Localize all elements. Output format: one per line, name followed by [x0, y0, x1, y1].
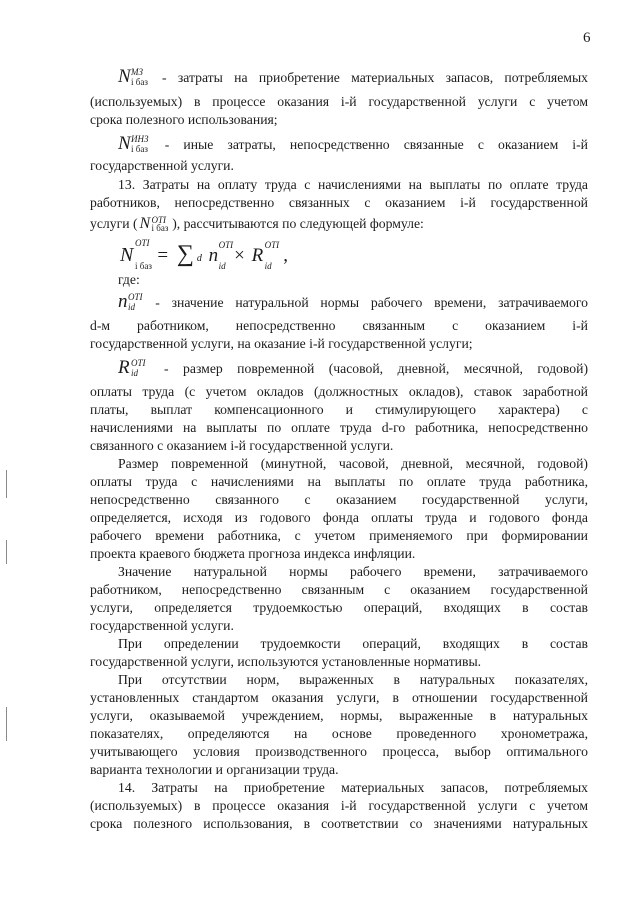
text-line: n OTI id - значение натуральной нормы рабочего времени, затрачиваемого	[118, 291, 588, 312]
text-line: R OTI id - размер повременной (часовой, дневной, месячной, годовой)	[118, 357, 588, 378]
text-line: установленных стандартом оказания услуги, в отношении государственной	[90, 690, 588, 705]
text-line: учитывающего условия производственного процесса, выбор оптимального	[90, 744, 588, 759]
text-line: платы, выплат компенсационного и стимулирующего характера) с	[90, 402, 588, 417]
text-line: показателях, определяются на основе проведенного хронометража,	[90, 726, 588, 741]
margin-mark	[6, 540, 7, 564]
text-line: услуги ( N OTI i баз ), рассчитываются по следующей формуле:	[90, 215, 424, 233]
text-line: работников, непосредственно связанных с оказанием i-й государственной	[90, 195, 588, 210]
text-line: Значение натуральной нормы рабочего времени, затрачиваемого	[118, 564, 588, 579]
text-line: услуги, определяется трудоемкостью операций, входящих в состав	[90, 600, 588, 615]
symbol-n-oti-inline: N OTI i баз	[139, 215, 169, 233]
formula-r: R OTI id	[251, 240, 280, 271]
symbol-n-inz: N ИНЗ i баз	[118, 133, 149, 154]
text-line: (используемых) в процессе оказания i-й государственной услуги с учетом	[90, 94, 588, 109]
text-line: государственной услуги, на оказание i-й государственной услуги;	[90, 336, 473, 351]
text-line: d-м работником, непосредственно связанным с оказанием i-й	[90, 318, 588, 333]
text-line: Размер повременной (минутной, часовой, дневной, месячной, годовой)	[118, 456, 588, 471]
text-line: начислениями на выплаты по оплате труда d-го работника, непосредственно	[90, 420, 588, 435]
text-line: непосредственно связанного с оказанием государственной услуги,	[90, 492, 588, 507]
formula-n-small: n OTI id	[208, 240, 234, 271]
text-line: государственной услуги.	[90, 158, 234, 173]
symbol-n-small: n OTI id	[118, 291, 143, 312]
text-line: государственной услуги.	[90, 618, 234, 633]
margin-mark	[6, 707, 7, 741]
text-line: государственной услуги, используются установленные нормативы.	[90, 654, 482, 669]
formula: N OTI i баз = ∑ d n OTI id × R OTI id ,	[120, 238, 288, 271]
text-line: N МЗ i баз - затраты на приобретение материальных запасов, потребляемых	[118, 66, 588, 87]
text-line: При отсутствии норм, выраженных в натуральных показателях,	[118, 672, 588, 687]
text-line: (используемых) в процессе оказания i-й государственной услуги с учетом	[90, 798, 588, 813]
text-line: работником, непосредственно связанным с оказанием государственной	[90, 582, 588, 597]
text-line: N ИНЗ i баз - иные затраты, непосредственно связанные с оказанием i-й	[118, 133, 588, 154]
text-line: связанного с оказанием i-й государственной услуги.	[90, 438, 394, 453]
text-line: оплаты труда с начислениями на выплаты по оплате труда работника,	[90, 474, 588, 489]
margin-mark	[6, 470, 7, 498]
text-line: определяется, исходя из годового фонда оплаты труда и годового фонда	[90, 510, 588, 525]
text-line: оплаты труда (с учетом окладов (должностных окладов), ставок заработной	[90, 384, 588, 399]
text-line: варианта технологии и организации труда.	[90, 762, 339, 777]
sum-sign: ∑	[176, 241, 194, 267]
section-13-start: 13. Затраты на оплату труда с начислениями на выплаты по оплате труда	[118, 177, 588, 192]
text-line: срока полезного использования, в соответствии со значениями натуральных	[90, 816, 588, 831]
symbol-n-mz: N МЗ i баз	[118, 66, 148, 87]
text-line: срока полезного использования;	[90, 112, 278, 127]
page-number: 6	[583, 30, 591, 46]
text-line: где:	[118, 272, 140, 287]
formula-n-oti: N OTI i баз	[120, 238, 152, 271]
symbol-r: R OTI id	[118, 357, 146, 378]
text-line: При определении трудоемкости операций, входящих в состав	[118, 636, 588, 651]
text-line: рабочего времени работника, с учетом применяемого при формировании	[90, 528, 588, 543]
text-line: услуги, оказываемой учреждением, нормы, выраженные в натуральных	[90, 708, 588, 723]
section-14-start: 14. Затраты на приобретение материальных запасов, потребляемых	[118, 780, 588, 795]
text-line: проекта краевого бюджета прогноза индекса инфляции.	[90, 546, 416, 561]
